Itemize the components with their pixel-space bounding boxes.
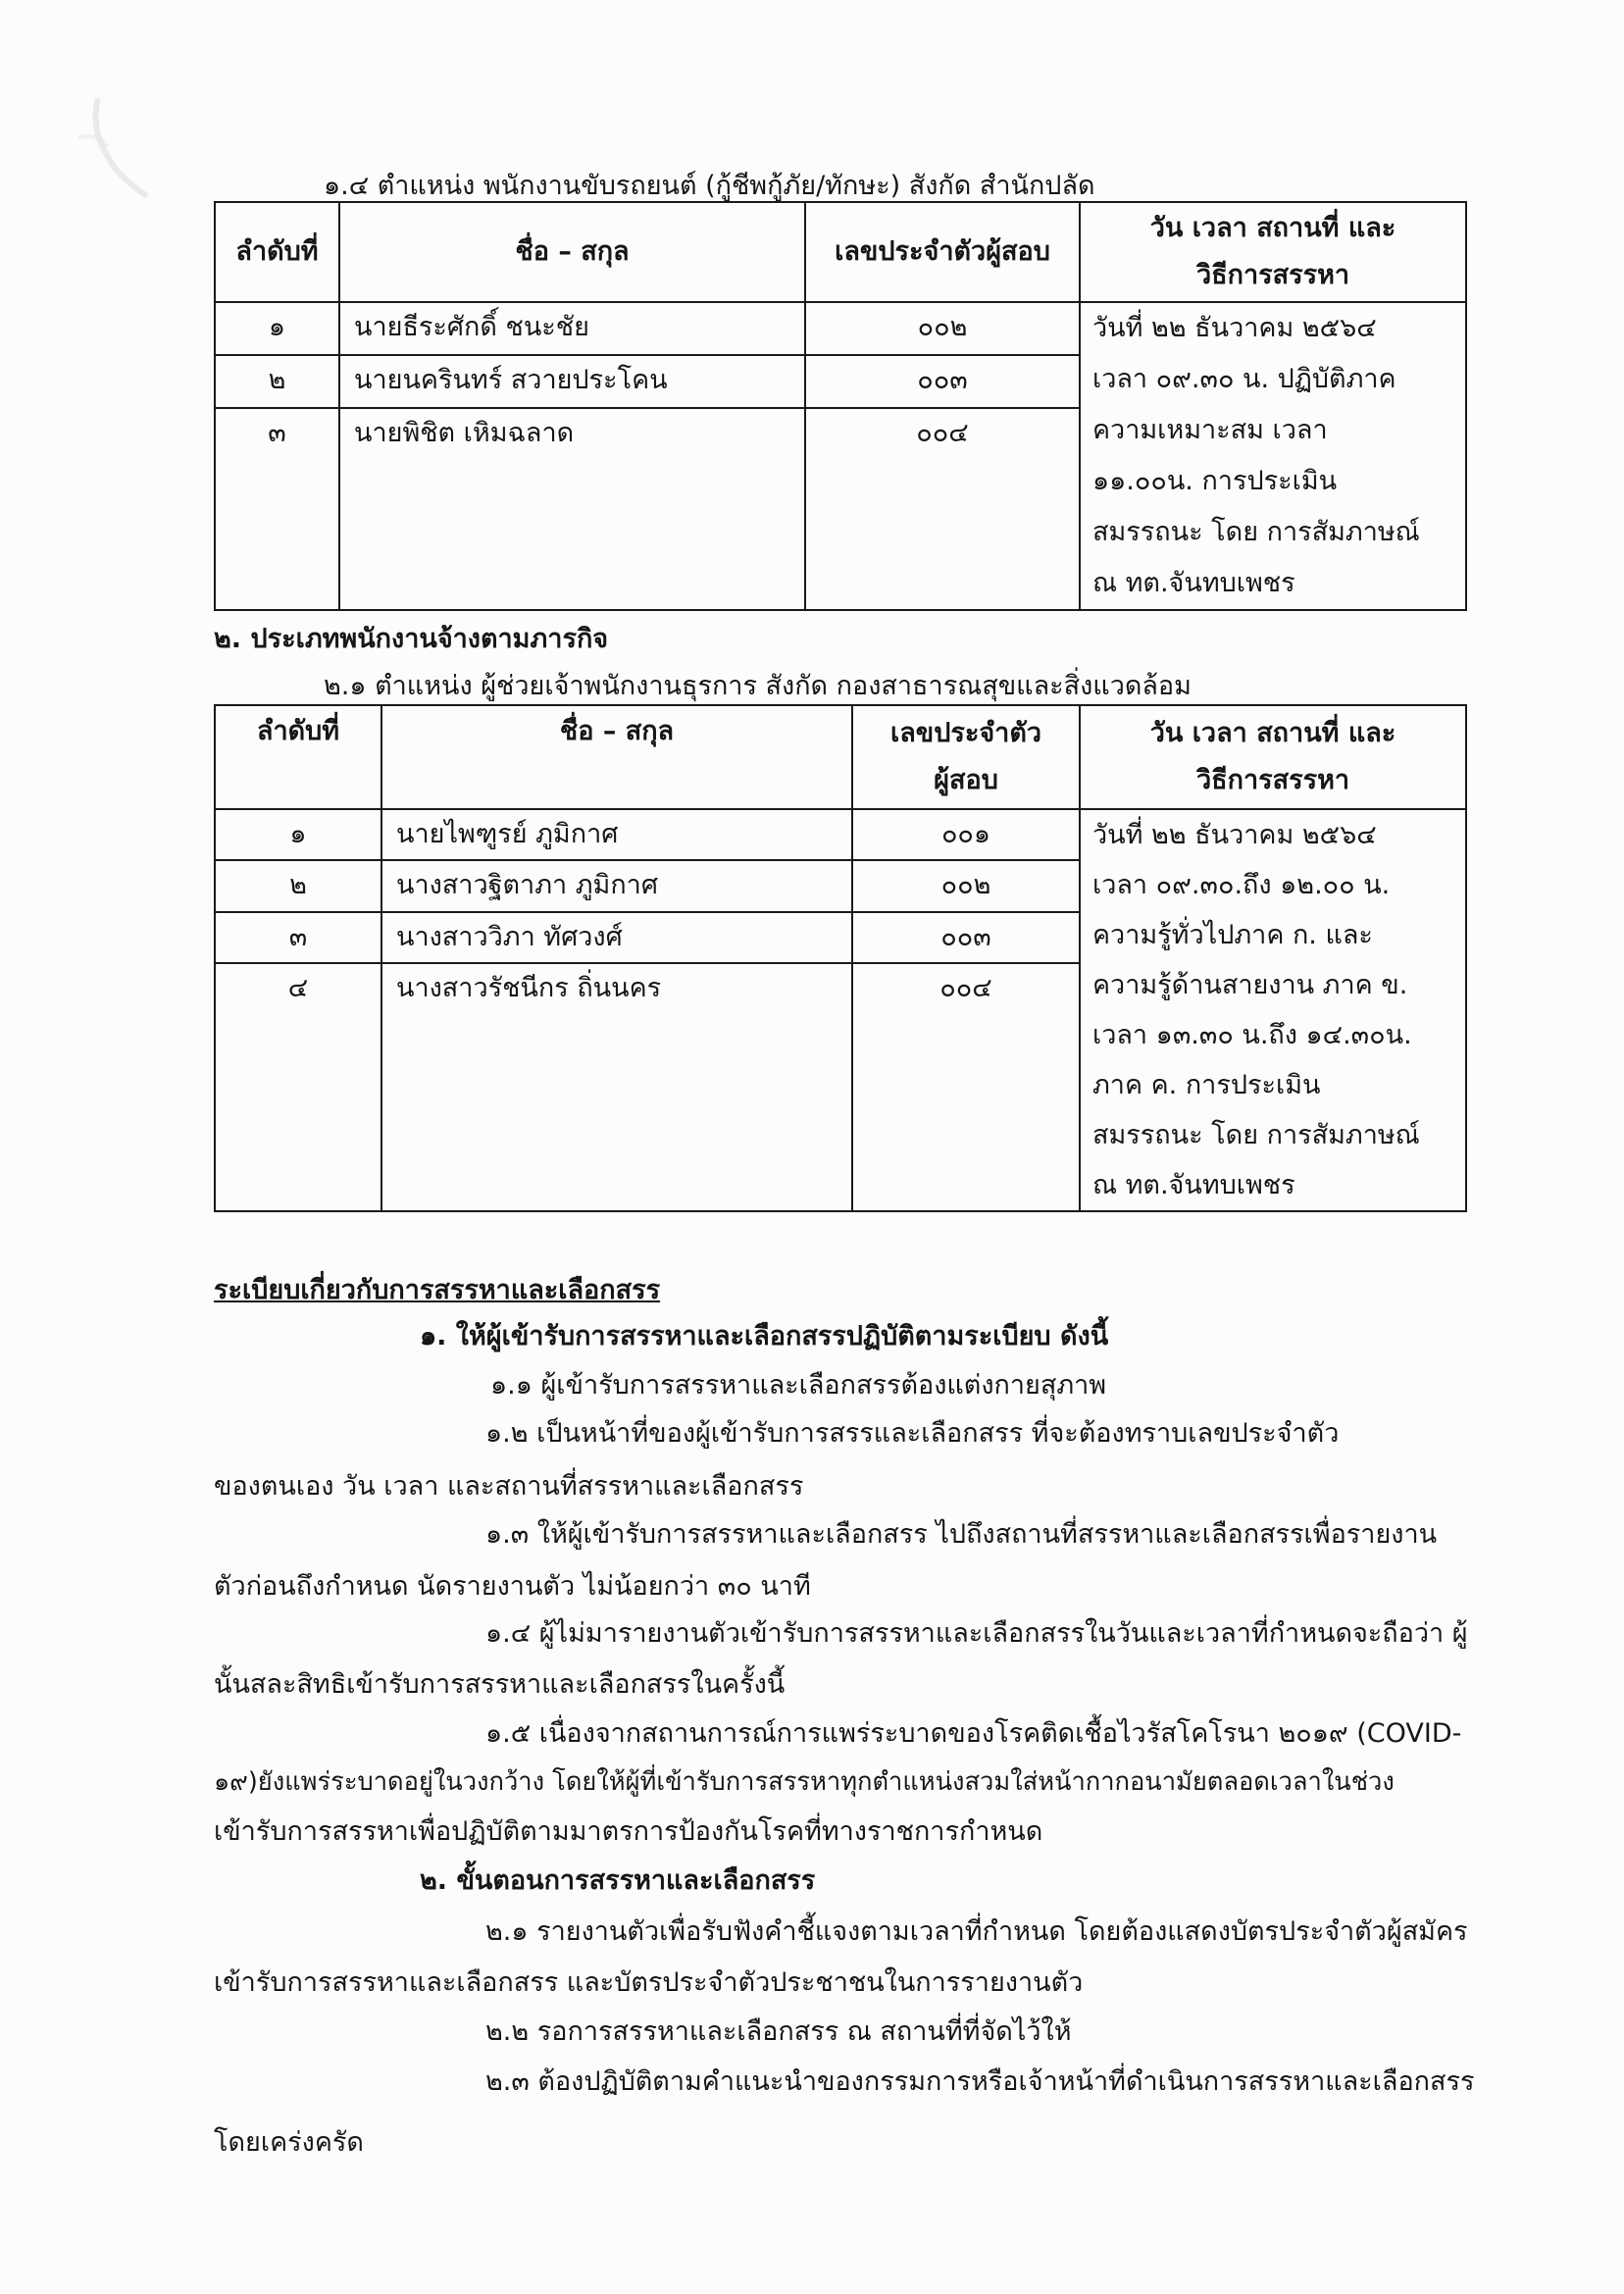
- candidate-name: นายไพฑูรย์ ภูมิกาศ: [381, 809, 852, 860]
- rule-line: ตัวก่อนถึงกำหนด นัดรายงานตัว ไม่น้อยกว่า ๓๐ นาที: [214, 1571, 811, 1602]
- rule-line: ๑.๕ เนื่องจากสถานการณ์การแพร่ระบาดของโรคติดเชื้อไวรัสโคโรนา ๒๐๑๙ (COVID-: [485, 1718, 1462, 1749]
- candidate-code: ๐๐๑: [852, 809, 1080, 860]
- rules-title: ระเบียบเกี่ยวกับการสรรหาและเลือกสรร: [214, 1275, 661, 1305]
- candidate-code: ๐๐๒: [805, 302, 1080, 355]
- row-number: ๒: [215, 355, 339, 408]
- candidate-name: นายนครินทร์ สวายประโคน: [339, 355, 805, 408]
- candidate-code: ๐๐๔: [805, 408, 1080, 610]
- col-order-header: ลำดับที่: [215, 202, 339, 302]
- row-number: ๑: [215, 809, 381, 860]
- col-code-header: [852, 705, 1080, 809]
- row-number: ๔: [215, 963, 381, 1211]
- schedule-line: ภาค ค. การประเมิน: [1092, 1070, 1321, 1100]
- rule-line: ๒.๒ รอการสรรหาและเลือกสรร ณ สถานที่ที่จัดไว้ให้: [485, 2016, 1072, 2047]
- candidate-code: ๐๐๒: [852, 860, 1080, 911]
- schedule-line: วันที่ ๒๒ ธันวาคม ๒๕๖๔: [1092, 820, 1377, 850]
- rule-1-heading: ๑. ให้ผู้เข้ารับการสรรหาและเลือกสรรปฏิบัติตามระเบียบ ดังนี้: [420, 1321, 1109, 1351]
- row-number: ๑: [215, 302, 339, 355]
- section-2-1-heading: ๒.๑ ตำแหน่ง ผู้ช่วยเจ้าพนักงานธุรการ สังกัด กองสาธารณสุขและสิ่งแวดล้อม: [324, 671, 1192, 701]
- row-number: ๓: [215, 408, 339, 610]
- rule-line: นั้นสละสิทธิเข้ารับการสรรหาและเลือกสรรในครั้งนี้: [214, 1669, 786, 1700]
- col-code-header: เลขประจำตัวผู้สอบ: [805, 202, 1080, 302]
- schedule-line: ความรู้ด้านสายงาน ภาค ข.: [1092, 970, 1408, 1000]
- rule-line: โดยเคร่งครัด: [214, 2127, 364, 2158]
- schedule-header-line-1: วัน เวลา สถานที่ และ: [1149, 213, 1396, 243]
- schedule-header-line-2: วิธีการสรรหา: [1195, 765, 1350, 795]
- schedule-cell: [1080, 809, 1466, 1211]
- rule-line: ๒.๑ รายงานตัวเพื่อรับฟังคำชี้แจงตามเวลาที่กำหนด โดยต้องแสดงบัตรประจำตัวผู้สมัคร: [485, 1916, 1468, 1947]
- rule-2-heading: ๒. ขั้นตอนการสรรหาและเลือกสรร: [420, 1865, 816, 1896]
- schedule-line: ความรู้ทั่วไปภาค ก. และ: [1092, 920, 1373, 950]
- candidate-code: ๐๐๓: [805, 355, 1080, 408]
- candidate-code: ๐๐๔: [852, 963, 1080, 1211]
- row-number: ๓: [215, 912, 381, 963]
- rule-line: เข้ารับการสรรหาและเลือกสรร และบัตรประจำตัวประชาชนในการรายงานตัว: [214, 1967, 1084, 1998]
- schedule-line: เวลา ๐๙.๓๐.ถึง ๑๒.๐๐ น.: [1092, 870, 1391, 900]
- table-1-4: [214, 201, 1467, 611]
- candidate-code: ๐๐๓: [852, 912, 1080, 963]
- col-order-header: ลำดับที่: [215, 705, 381, 809]
- scan-artifact-icon: [59, 39, 177, 235]
- schedule-line: สมรรถนะ โดย การสัมภาษณ์: [1092, 517, 1420, 547]
- schedule-line: ณ ทต.จันทบเพชร: [1092, 1170, 1295, 1200]
- section-2-heading: ๒. ประเภทพนักงานจ้างตามภารกิจ: [214, 624, 609, 654]
- schedule-header-line-1: วัน เวลา สถานที่ และ: [1149, 718, 1396, 748]
- candidate-name: นางสาววิภา ทัศวงศ์: [381, 912, 852, 963]
- col-name-header: ชื่อ – สกุล: [339, 202, 805, 302]
- table-header-row: [215, 202, 1466, 302]
- schedule-line: วันที่ ๒๒ ธันวาคม ๒๕๖๔: [1092, 313, 1377, 343]
- rule-line: เข้ารับการสรรหาเพื่อปฏิบัติตามมาตรการป้องกันโรคที่ทางราชการกำหนด: [214, 1816, 1043, 1847]
- candidate-name: นางสาวรัชนีกร ถิ่นนคร: [381, 963, 852, 1211]
- rule-line: ๑.๔ ผู้ไม่มารายงานตัวเข้ารับการสรรหาและเลือกสรรในวันและเวลาที่กำหนดจะถือว่า ผู้: [485, 1618, 1468, 1649]
- schedule-line: ๑๑.๐๐น. การประเมิน: [1092, 466, 1338, 496]
- candidate-name: นายพิชิต เหิมฉลาด: [339, 408, 805, 610]
- col-name-header: ชื่อ – สกุล: [381, 705, 852, 809]
- schedule-line: ความเหมาะสม เวลา: [1092, 415, 1328, 445]
- code-header-line-1: เลขประจำตัว: [889, 718, 1042, 748]
- table-row: [215, 809, 1466, 860]
- rule-line: ๑.๒ เป็นหน้าที่ของผู้เข้ารับการสรรและเลือกสรร ที่จะต้องทราบเลขประจำตัว: [485, 1418, 1340, 1449]
- table-row: [215, 302, 1466, 355]
- schedule-line: ณ ทต.จันทบเพชร: [1092, 568, 1295, 598]
- table-2-1: [214, 704, 1467, 1212]
- rule-line: ๑.๑ ผู้เข้ารับการสรรหาและเลือกสรรต้องแต่งกายสุภาพ: [490, 1370, 1107, 1401]
- rule-line: ของตนเอง วัน เวลา และสถานที่สรรหาและเลือกสรร: [214, 1471, 804, 1502]
- rule-line: ๒.๓ ต้องปฏิบัติตามคำแนะนำของกรรมการหรือเจ้าหน้าที่ดำเนินการสรรหาและเลือกสรร: [485, 2066, 1475, 2097]
- code-header-line-2: ผู้สอบ: [934, 765, 998, 795]
- col-schedule-header: [1080, 202, 1466, 302]
- rule-line: ๑.๓ ให้ผู้เข้ารับการสรรหาและเลือกสรร ไปถึงสถานที่สรรหาและเลือกสรรเพื่อรายงาน: [485, 1519, 1438, 1550]
- section-1-4-heading: ๑.๔ ตำแหน่ง พนักงานขับรถยนต์ (กู้ชีพกู้ภัย/ทักษะ) สังกัด สำนักปลัด: [324, 171, 1095, 201]
- rule-line: ๑๙)ยังแพร่ระบาดอยู่ในวงกว้าง โดยให้ผู้ที่เข้ารับการสรรหาทุกตำแหน่งสวมใส่หน้ากากอนามัยตลอดเวลาในช่วง: [214, 1767, 1395, 1797]
- schedule-line: เวลา ๐๙.๓๐ น. ปฏิบัติภาค: [1092, 364, 1396, 394]
- candidate-name: นายธีระศักดิ์ ชนะชัย: [339, 302, 805, 355]
- table-header-row: [215, 705, 1466, 809]
- candidate-name: นางสาวฐิตาภา ภูมิกาศ: [381, 860, 852, 911]
- schedule-header-line-2: วิธีการสรรหา: [1195, 260, 1350, 290]
- row-number: ๒: [215, 860, 381, 911]
- col-schedule-header: [1080, 705, 1466, 809]
- schedule-line: สมรรถนะ โดย การสัมภาษณ์: [1092, 1120, 1420, 1150]
- schedule-cell: [1080, 302, 1466, 610]
- schedule-line: เวลา ๑๓.๓๐ น.ถึง ๑๔.๓๐น.: [1092, 1020, 1412, 1050]
